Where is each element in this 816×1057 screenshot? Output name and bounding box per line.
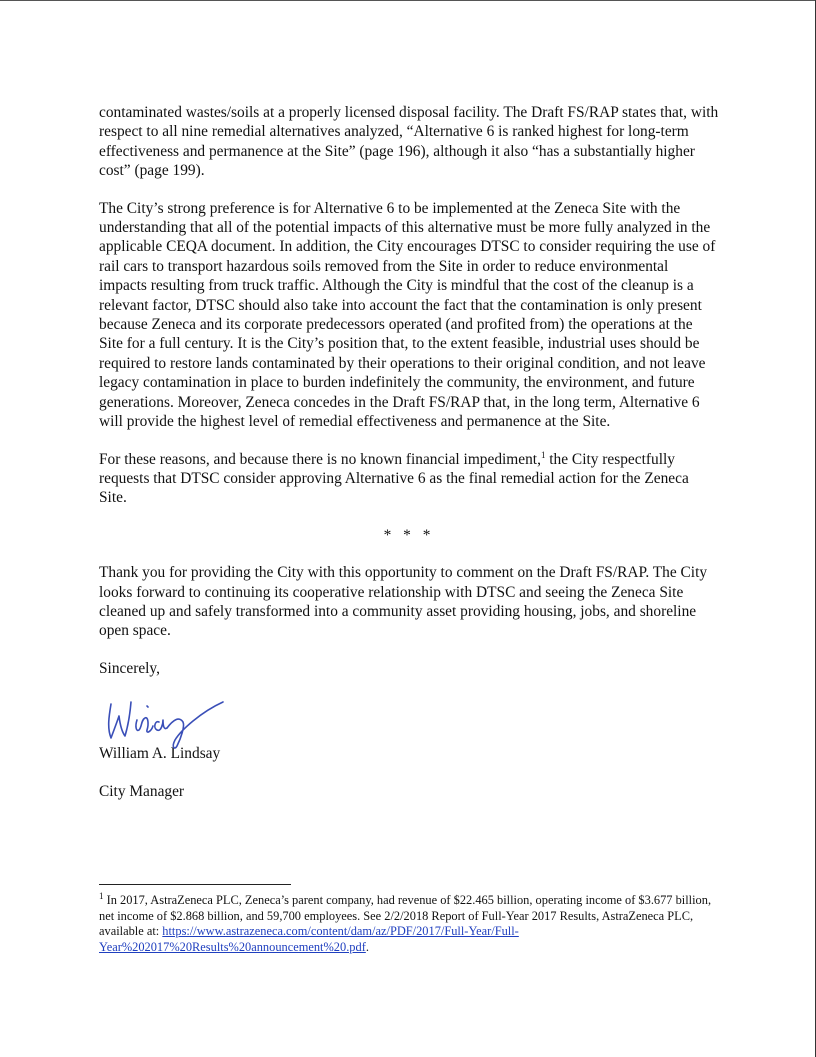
- handwritten-signature-icon: [101, 690, 241, 752]
- paragraph-2: The City’s strong preference is for Alternative 6 to be implemented at the Zeneca Site with the understanding that all of the potential impacts of this alternative must be more fully analyzed in the applicable CEQA document. In addition, the City encourages DTSC to consider requiring the use of rail cars to transport hazardous soils removed from the Site in order to reduce environmental impacts resulting from truck traffic. Although the City is mindful that the cost of the cleanup is a relevant factor, DTSC should also take into account the fact that the contamination is only present because Zeneca and its corporate predecessors operated (and profited from) the operations at the Site for a full century. It is the City’s position that, to the extent feasible, industrial uses should be required to restore lands contaminated by their operations to their original condition, and not leave legacy contamination in place to burden indefinitely the community, the environment, and future generations. Moreover, Zeneca concedes in the Draft FS/RAP that, in the long term, Alternative 6 will provide the highest level of remedial effectiveness and permanence at the Site.: [99, 199, 716, 431]
- footnote-divider: [99, 884, 291, 885]
- footnote: [99, 890, 721, 955]
- signatory-title: City Manager: [99, 782, 185, 800]
- paragraph-1: contaminated wastes/soils at a properly licensed disposal facility. The Draft FS/RAP states that, with respect to all nine remedial alternatives analyzed, “Alternative 6 is ranked highest for long-term effectiveness and permanence at the Site” (page 196), although it also “has a substantially higher cost” (page 199).: [99, 104, 719, 180]
- footnote-marker: 1: [99, 890, 104, 901]
- section-separator: * * *: [383, 526, 435, 544]
- footnote-text: In 2017, AstraZeneca PLC, Zeneca’s parent company, had revenue of $22.465 billion, operating income of $3.677 billion, net income of $2.868 billion, and 59,700 employees. See 2/2/2018 Report of Full-Year 2017 Results, AstraZeneca PLC, available at:: [99, 893, 712, 938]
- footnote-trailing-period: .: [365, 939, 369, 954]
- footnote-link[interactable]: https://www.astrazeneca.com/content/dam/az/PDF/2017/Full-Year/Full-Year%202017%20Results%20announcement%20.pdf: [99, 924, 519, 954]
- closing-salutation: Sincerely,: [99, 659, 160, 677]
- footnote-reference[interactable]: 1: [540, 449, 546, 460]
- page-top-edge: [0, 0, 816, 1]
- letter-body: [99, 103, 719, 819]
- signatory-name: William A. Lindsay: [99, 745, 221, 763]
- signature-block: [99, 696, 719, 744]
- paragraph-3-text-after: the City respectfully requests that DTSC consider approving Alternative 6 as the final remedial action for the Zeneca Site.: [99, 450, 689, 507]
- paragraph-4: Thank you for providing the City with this opportunity to comment on the Draft FS/RAP. The City looks forward to continuing its cooperative relationship with DTSC and seeing the Zeneca Site cleaned up and safely transformed into a community asset providing housing, jobs, and shoreline open space.: [99, 564, 708, 640]
- paragraph-3: [99, 450, 719, 508]
- paragraph-3-text-before: For these reasons, and because there is no known financial impediment,: [99, 450, 541, 468]
